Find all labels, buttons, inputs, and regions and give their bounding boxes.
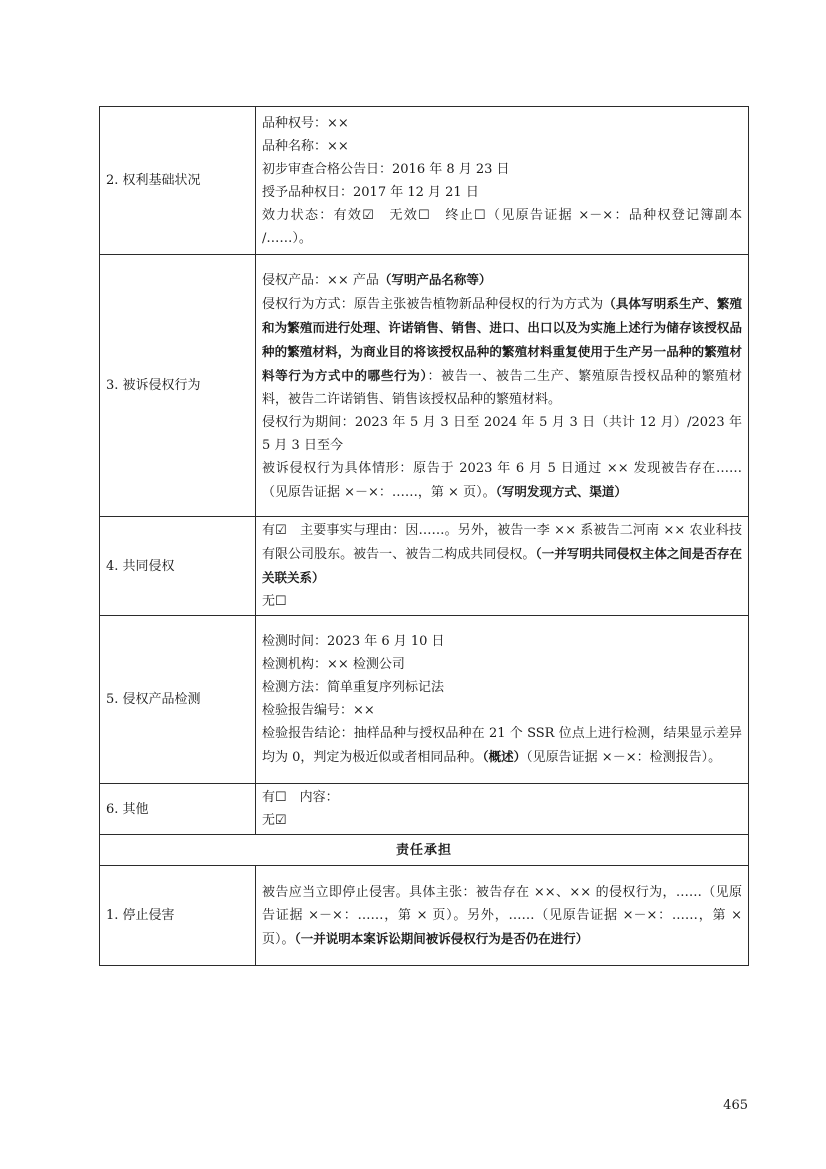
page-number: 465 bbox=[723, 1098, 748, 1113]
test-method: 检测方法：简单重复序列标记法 bbox=[262, 680, 445, 695]
preliminary-exam-date: 初步审查合格公告日：2016 年 8 月 23 日 bbox=[262, 161, 510, 177]
instruction-note: （一并说明本案诉讼期间被诉侵权行为是否仍在进行） bbox=[294, 930, 589, 946]
complaint-form-table bbox=[99, 106, 749, 966]
section-header-row bbox=[100, 835, 749, 866]
other-no: 无☑ bbox=[262, 813, 287, 828]
text: 侵权行为方式：原告主张被告植物新品种侵权的行为方式为 bbox=[262, 296, 604, 312]
row-joint-infringement bbox=[100, 517, 749, 616]
row-content bbox=[256, 107, 749, 255]
text: 被告应当立即停止侵害。具体主张：被告存在 ××、×× 的侵权行为，……（见原告证据 ×－×：……，第 × 页）。另外，……（见原告证据 ×－×：……，第 × 页）。 bbox=[262, 884, 742, 947]
test-time: 检测时间：2023 年 6 月 10 日 bbox=[262, 634, 445, 649]
row-label: 5. 侵权产品检测 bbox=[100, 616, 256, 784]
variety-name: 品种名称：×× bbox=[262, 138, 349, 154]
text: 被诉侵权行为具体情形：原告于 2023 年 6 月 5 日通过 ×× 发现被告存在……（见原告证据 ×－×：……，第 × 页）。 bbox=[262, 460, 742, 500]
row-label: 3. 被诉侵权行为 bbox=[100, 255, 256, 517]
row-label: 2. 权利基础状况 bbox=[100, 107, 256, 255]
joint-yes bbox=[262, 519, 742, 590]
instruction-note: （一并写明共同侵权主体之间是否存在关联关系） bbox=[262, 546, 742, 585]
instruction-note: （写明产品名称等） bbox=[378, 271, 492, 287]
row-label: 6. 其他 bbox=[100, 784, 256, 835]
row-accused-infringement bbox=[100, 255, 749, 517]
infringement-mode bbox=[262, 292, 742, 411]
row-label: 4. 共同侵权 bbox=[100, 517, 256, 616]
row-content bbox=[256, 517, 749, 616]
variety-right-number: 品种权号：×× bbox=[262, 115, 349, 131]
report-conclusion bbox=[262, 722, 742, 769]
row-rights-basis bbox=[100, 107, 749, 255]
text: 侵权产品：×× 产品 bbox=[262, 272, 379, 288]
grant-date: 授予品种权日：2017 年 12 月 21 日 bbox=[262, 184, 479, 200]
row-stop-infringement bbox=[100, 866, 749, 966]
infringement-period: 侵权行为期间：2023 年 5 月 3 日至 2024 年 5 月 3 日（共计 12 月）/2023 年 5 月 3 日至今 bbox=[262, 414, 742, 453]
text: ：被告一、被告二生产、繁殖原告授权品种的繁殖材料，被告二许诺销售、销售该授权品种的繁殖材料。 bbox=[262, 368, 742, 407]
test-agency: 检测机构：×× 检测公司 bbox=[262, 657, 405, 672]
row-content bbox=[256, 784, 749, 835]
row-content bbox=[256, 255, 749, 517]
text: 有☑ 主要事实与理由：因……。另外，被告一李 ×× 系被告二河南 ×× 农业科技有限公司股东。被告一、被告二构成共同侵权。 bbox=[262, 523, 742, 562]
row-product-testing bbox=[100, 616, 749, 784]
instruction-note: （概述） bbox=[482, 749, 527, 764]
validity-status: 效力状态：有效☑ 无效☐ 终止☐（见原告证据 ×－×：品种权登记簿副本 /……）。 bbox=[262, 207, 742, 246]
row-content bbox=[256, 866, 749, 966]
joint-no: 无☐ bbox=[262, 594, 287, 609]
infringement-detail bbox=[262, 457, 742, 504]
text: 检验报告结论：抽样品种与授权品种在 21 个 SSR 位点上进行检测，结果显示差异均为 0，判定为极近似或者相同品种。 bbox=[262, 726, 742, 765]
stop-claim bbox=[262, 881, 742, 951]
section-title: 责任承担 bbox=[100, 835, 749, 866]
instruction-note: （具体写明系生产、繁殖和为繁殖而进行处理、许诺销售、销售、进口、出口以及为实施上述行为储存该授权品种的繁殖材料，为商业目的将该授权品种的繁殖材料重复使用于生产另一品种的繁殖材料等行为方式中的哪些行为） bbox=[262, 295, 742, 383]
report-number: 检验报告编号：×× bbox=[262, 703, 375, 718]
row-other bbox=[100, 784, 749, 835]
text: （见原告证据 ×－×：检测报告）。 bbox=[526, 750, 722, 765]
instruction-note: （写明发现方式、渠道） bbox=[495, 483, 627, 499]
other-yes: 有☐ 内容： bbox=[262, 790, 339, 805]
infringing-product bbox=[262, 268, 742, 292]
row-label: 1. 停止侵害 bbox=[100, 866, 256, 966]
row-content bbox=[256, 616, 749, 784]
